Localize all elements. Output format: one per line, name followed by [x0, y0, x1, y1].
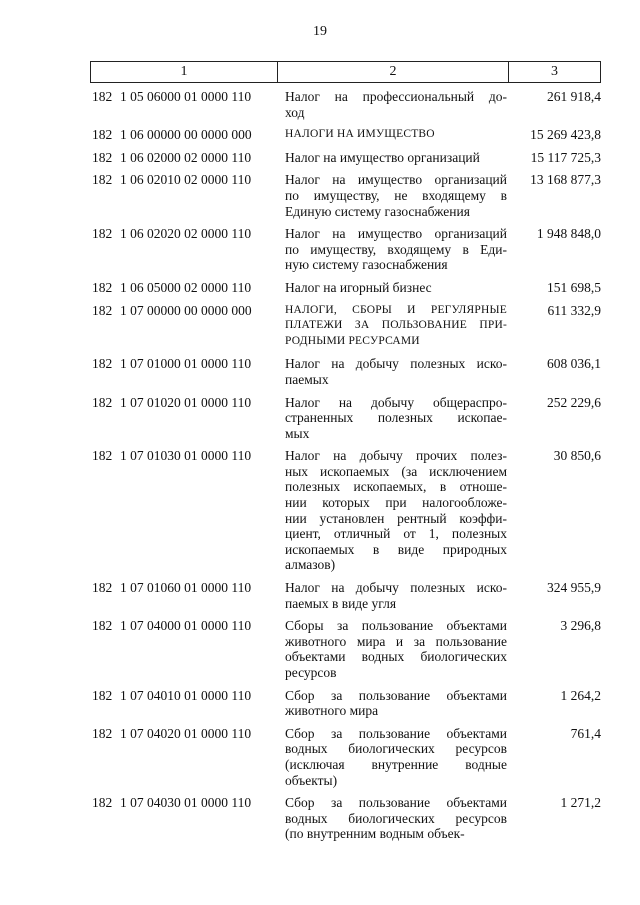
revenue-name-line: Налог на игорный бизнес — [285, 279, 432, 295]
revenue-name-line: алмазов) — [285, 557, 336, 573]
budget-classification-code: 1 07 04010 01 0000 110 — [120, 687, 252, 703]
revenue-name — [284, 89, 507, 120]
admin-code: 182 — [92, 302, 113, 318]
amount-value: 13 168 877,3 — [530, 172, 601, 188]
revenue-name-line: ПЛАТЕЖИ ЗА ПОЛЬЗОВАНИЕ ПРИ- — [285, 319, 507, 332]
revenue-name-line: объекты) — [285, 772, 338, 788]
amount-value: 324 955,9 — [547, 580, 601, 596]
revenue-name-line: НАЛОГИ НА ИМУЩЕСТВО — [285, 128, 435, 141]
table-row — [90, 280, 601, 296]
revenue-name — [284, 726, 507, 788]
revenue-name — [284, 395, 507, 442]
amount-value: 151 698,5 — [547, 279, 601, 295]
revenue-name-line: (по внутренним водным объек- — [285, 826, 465, 842]
budget-classification-code: 1 07 01020 01 0000 110 — [120, 394, 252, 410]
revenue-name-line: нии которых при налогообложе- — [285, 495, 507, 511]
revenue-name — [284, 280, 507, 296]
table-header — [90, 61, 601, 83]
revenue-name — [284, 356, 507, 387]
amount-value: 30 850,6 — [553, 448, 601, 464]
header-col-1: 1 — [91, 62, 278, 82]
revenue-name-line: Налог на добычу прочих полез- — [285, 448, 507, 464]
amount-value: 761,4 — [570, 725, 601, 741]
budget-classification-code: 1 06 02010 02 0000 110 — [120, 172, 252, 188]
admin-code: 182 — [92, 394, 113, 410]
revenue-name — [284, 618, 507, 680]
revenue-name-line: полезных ископаемых, в отноше- — [285, 479, 507, 495]
amount-value: 608 036,1 — [547, 356, 601, 372]
revenue-name — [284, 127, 507, 143]
amount-value: 1 264,2 — [560, 687, 601, 703]
revenue-name — [284, 580, 507, 611]
revenue-name-line: по имуществу, не входящему в — [285, 187, 507, 203]
admin-code: 182 — [92, 448, 113, 464]
budget-classification-code: 1 07 01000 01 0000 110 — [120, 356, 252, 372]
table-row — [90, 356, 601, 387]
revenue-name — [284, 688, 507, 719]
table-row — [90, 150, 601, 166]
admin-code: 182 — [92, 279, 113, 295]
revenue-name-line: по имуществу, входящему в Еди- — [285, 241, 507, 257]
table-row — [90, 618, 601, 680]
revenue-name-line: Налог на добычу полезных иско- — [285, 580, 507, 596]
revenue-name-line: циент, отличный от 1, полезных — [285, 526, 507, 542]
revenue-name-line: нии установлен рентный коэффи- — [285, 510, 507, 526]
revenue-name-line: Налог на имущество организаций — [285, 149, 480, 165]
table-row — [90, 688, 601, 719]
admin-code: 182 — [92, 725, 113, 741]
budget-classification-code: 1 06 05000 02 0000 110 — [120, 279, 252, 295]
table-row — [90, 226, 601, 273]
table-row — [90, 395, 601, 442]
revenue-name-line: ход — [285, 104, 305, 120]
revenue-name-line: ископаемых в виде природных — [285, 541, 507, 557]
revenue-name — [284, 303, 507, 350]
revenue-name — [284, 226, 507, 273]
revenue-name — [284, 448, 507, 573]
table-row — [90, 726, 601, 788]
revenue-name-line: Сбор за пользование объектами — [285, 687, 507, 703]
budget-classification-code: 1 07 04020 01 0000 110 — [120, 725, 252, 741]
revenue-name-line: животного мира — [285, 703, 379, 719]
amount-value: 15 117 725,3 — [530, 149, 601, 165]
revenue-name-line: Сбор за пользование объектами — [285, 725, 507, 741]
header-col-2: 2 — [278, 62, 509, 82]
revenue-name — [284, 150, 507, 166]
admin-code: 182 — [92, 149, 113, 165]
budget-classification-code: 1 07 04000 01 0000 110 — [120, 618, 252, 634]
revenue-name-line: страненных полезных ископае- — [285, 410, 507, 426]
budget-classification-code: 1 05 06000 01 0000 110 — [120, 89, 252, 104]
amount-value: 15 269 423,8 — [530, 127, 601, 143]
budget-classification-code: 1 06 02020 02 0000 110 — [120, 226, 252, 242]
revenue-table — [90, 61, 601, 849]
revenue-name-line: паемых — [285, 371, 329, 387]
revenue-name-line: Сборы за пользование объектами — [285, 618, 507, 634]
revenue-name-line: ную систему газоснабжения — [285, 257, 448, 273]
revenue-name-line: животного мира и за пользование — [285, 633, 507, 649]
revenue-name-line: Налог на имущество организаций — [285, 226, 507, 242]
revenue-name-line: Сбор за пользование объектами — [285, 795, 507, 811]
admin-code: 182 — [92, 687, 113, 703]
revenue-name-line: НАЛОГИ, СБОРЫ И РЕГУЛЯРНЫЕ — [285, 303, 507, 316]
table-row — [90, 448, 601, 573]
revenue-name-line: РОДНЫМИ РЕСУРСАМИ — [285, 334, 420, 347]
admin-code: 182 — [92, 356, 113, 372]
admin-code: 182 — [92, 226, 113, 242]
page-number: 19 — [313, 24, 327, 39]
revenue-name-line: водных биологических ресурсов — [285, 810, 507, 826]
table-row — [90, 127, 601, 143]
admin-code: 182 — [92, 618, 113, 634]
revenue-name-line: Единую систему газоснабжения — [285, 203, 470, 219]
admin-code: 182 — [92, 127, 113, 143]
revenue-name-line: Налог на имущество организаций — [285, 172, 507, 188]
revenue-name-line: Налог на профессиональный до- — [285, 89, 507, 104]
table-row — [90, 580, 601, 611]
revenue-name-line: Налог на добычу общераспро- — [285, 394, 507, 410]
revenue-name-line: водных биологических ресурсов — [285, 741, 507, 757]
budget-classification-code: 1 07 01060 01 0000 110 — [120, 580, 252, 596]
revenue-name-line: (исключая внутренние водные — [285, 756, 507, 772]
budget-classification-code: 1 07 01030 01 0000 110 — [120, 448, 252, 464]
table-row — [90, 89, 601, 120]
revenue-name-line: объектами водных биологических — [285, 649, 507, 665]
amount-value: 252 229,6 — [547, 394, 601, 410]
revenue-name — [284, 172, 507, 219]
header-col-3: 3 — [551, 64, 558, 79]
revenue-name-line: ных ископаемых (за исключением — [285, 463, 507, 479]
admin-code: 182 — [92, 172, 113, 188]
amount-value: 3 296,8 — [560, 618, 601, 634]
table-row — [90, 172, 601, 219]
amount-value: 611 332,9 — [547, 302, 601, 318]
budget-classification-code: 1 06 00000 00 0000 000 — [120, 127, 252, 143]
amount-value: 261 918,4 — [547, 89, 601, 104]
admin-code: 182 — [92, 795, 113, 811]
admin-code: 182 — [92, 580, 113, 596]
budget-classification-code: 1 07 00000 00 0000 000 — [120, 302, 252, 318]
budget-classification-code: 1 07 04030 01 0000 110 — [120, 795, 252, 811]
admin-code: 182 — [92, 89, 113, 104]
table-body — [90, 89, 601, 842]
budget-classification-code: 1 06 02000 02 0000 110 — [120, 149, 252, 165]
table-row — [90, 303, 601, 350]
revenue-name — [284, 795, 507, 842]
amount-value: 1 271,2 — [560, 795, 601, 811]
revenue-name-line: паемых в виде угля — [285, 595, 397, 611]
revenue-name-line: мых — [285, 425, 310, 441]
revenue-name-line: Налог на добычу полезных иско- — [285, 356, 507, 372]
table-row — [90, 795, 601, 842]
revenue-name-line: ресурсов — [285, 665, 337, 680]
amount-value: 1 948 848,0 — [536, 226, 601, 242]
